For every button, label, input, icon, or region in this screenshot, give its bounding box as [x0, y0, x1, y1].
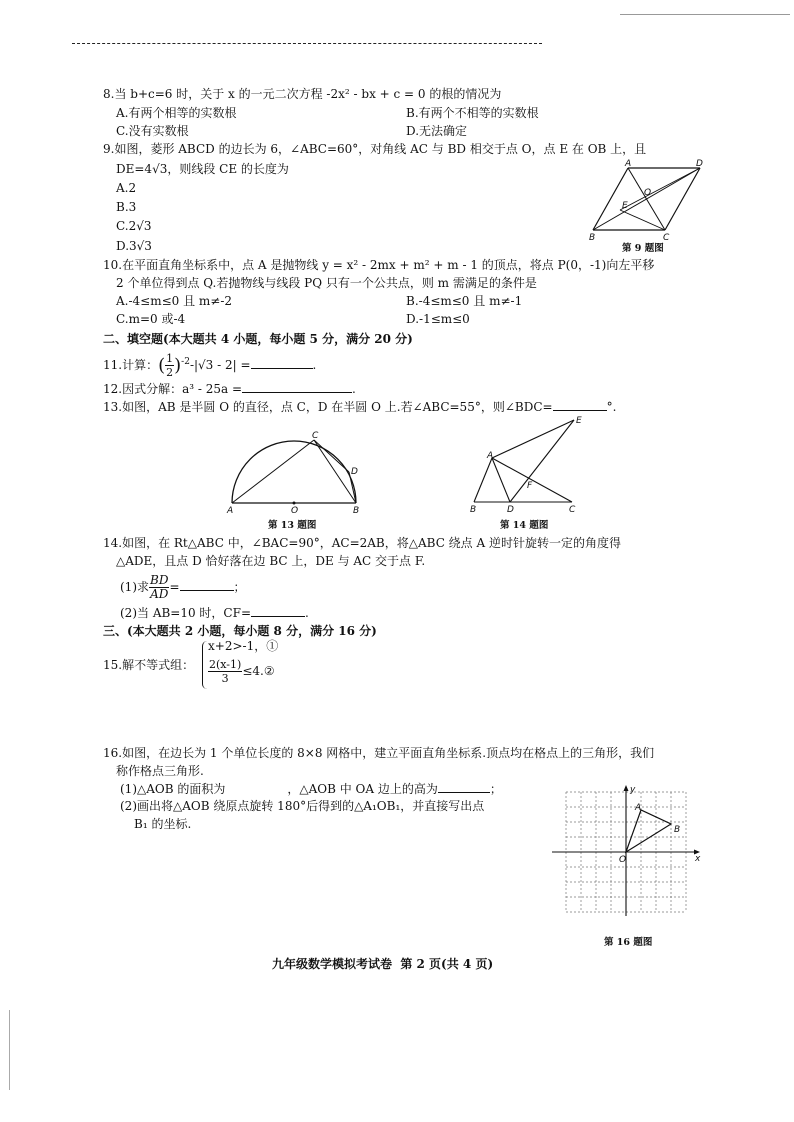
q10-option-d: D.-1≤m≤0: [406, 312, 470, 326]
scan-margin-line: [9, 1010, 10, 1090]
edge-ab: [474, 458, 492, 502]
q16-area-answer-blank[interactable]: [225, 780, 287, 793]
q9-option-b: B.3: [116, 200, 137, 214]
chord-ac: [232, 440, 314, 503]
q15-prefix: 15.解不等式组：: [103, 658, 195, 672]
q12: [103, 380, 356, 398]
q16-part2-line1: (2)画出将△AOB 绕原点旋转 180°后得到的△A₁OB₁，并直接写出点: [120, 799, 485, 813]
label-a: A: [635, 803, 642, 813]
q16-grid-figure: [550, 784, 705, 919]
q14-p1-eq: =: [169, 580, 180, 594]
y-axis-arrow: [624, 785, 629, 791]
label-c: C: [663, 233, 670, 243]
label-e: E: [622, 201, 628, 211]
q8-option-d: D.无法确定: [406, 124, 468, 138]
label-f: F: [527, 481, 533, 491]
label-a: A: [625, 159, 632, 169]
q9-option-c: C.2√3: [116, 219, 152, 233]
q16-height-answer-blank[interactable]: [438, 780, 490, 793]
diagonal-bd: [593, 168, 700, 230]
q15-inequality-2: [208, 658, 275, 685]
q15-ineq2-numerator: 2(x-1): [209, 658, 242, 671]
label-b: B: [674, 825, 681, 835]
q14-part1: [120, 574, 246, 601]
q10-line1: 10.在平面直角坐标系中，点 A 是抛物线 y = x² - 2mx + m² + m - 1 的顶点，将点 P(0，-1)向左平移: [103, 258, 655, 272]
q9-caption: 第 9 题图: [622, 243, 664, 254]
q16-caption: 第 16 题图: [604, 937, 653, 948]
q10-option-b: B.-4≤m≤0 且 m≠-1: [406, 294, 523, 308]
q13-caption: 第 13 题图: [268, 520, 317, 531]
label-d: D: [351, 467, 358, 477]
label-b: B: [470, 505, 477, 515]
q11-numerator: 1: [166, 352, 174, 365]
q8-stem: 8.当 b+c=6 时，关于 x 的一元二次方程 -2x² - bx + c = 0 的根的情况为: [103, 87, 502, 101]
q14-p2-text: (2)当 AB=10 时，CF=: [120, 606, 251, 620]
q13-end: °.: [606, 400, 617, 414]
q9-line1: 9.如图，菱形 ABCD 的边长为 6，∠ABC=60°，对角线 AC 与 BD 相交于点 O，点 E 在 OB 上，且: [103, 142, 647, 156]
edge-ac: [492, 458, 572, 502]
q14-p1-numerator: BD: [150, 573, 169, 587]
q16-p1-end: ；: [489, 782, 502, 796]
chord-cd: [314, 440, 349, 472]
label-o: O: [291, 506, 299, 514]
q15-inequality-1: x+2>-1，①: [208, 639, 279, 653]
label-y: y: [630, 785, 636, 795]
edge-de: [510, 420, 574, 502]
center-o: [293, 502, 296, 505]
q11-rest: -|√3 - 2| =: [189, 358, 251, 372]
label-c: C: [312, 431, 319, 441]
edge-ad: [492, 458, 510, 502]
q8-option-a: A.有两个相等的实数根: [116, 106, 237, 120]
q10-option-c: C.m=0 或-4: [116, 312, 186, 326]
edge-ae: [492, 420, 574, 458]
q12-end: .: [352, 382, 356, 396]
chord-cb: [314, 440, 356, 503]
q9-option-a: A.2: [116, 181, 137, 195]
q15-ineq2-rest: ≤4.②: [242, 664, 275, 678]
label-c: C: [569, 505, 576, 515]
q11-exponent: -2: [181, 357, 190, 367]
q10-option-a: A.-4≤m≤0 且 m≠-2: [116, 294, 233, 308]
q9-line2: DE=4√3，则线段 CE 的长度为: [116, 162, 289, 176]
label-e: E: [576, 416, 582, 426]
q16-line2: 称作格点三角形.: [116, 764, 204, 778]
q16-p1-text-a: (1)△AOB 的面积为: [120, 782, 226, 796]
q13-answer-blank[interactable]: [553, 398, 607, 411]
q14-p2-answer-blank[interactable]: [251, 604, 305, 617]
segment-ce: [620, 210, 665, 230]
label-a: A: [487, 451, 494, 461]
q14-part2: [120, 604, 309, 622]
q14-caption: 第 14 题图: [500, 520, 549, 531]
q13-text: 13.如图，AB 是半圆 O 的直径，点 C，D 在半圆 O 上.若∠ABC=55°，则∠BDC=: [103, 400, 553, 414]
label-o: O: [644, 188, 652, 198]
section-2-heading: 二、填空题(本大题共 4 小题，每小题 5 分，满分 20 分): [103, 332, 413, 346]
q13-semicircle-figure: [222, 428, 372, 514]
q16-part2-line2: B₁ 的坐标.: [134, 817, 192, 831]
q14-line1: 14.如图，在 Rt△ABC 中，∠BAC=90°，AC=2AB，将△ABC 绕点 A 逆时针旋转一定的角度得: [103, 536, 621, 550]
section-3-heading: 三、(本大题共 2 小题，每小题 8 分，满分 16 分): [103, 624, 377, 638]
q11-end: .: [312, 358, 317, 372]
q14-rotation-figure: [462, 412, 592, 516]
q9-option-d: D.3√3: [116, 239, 152, 253]
q8-option-b: B.有两个不相等的实数根: [406, 106, 539, 120]
label-b: B: [353, 506, 360, 514]
q11-answer-blank[interactable]: [251, 356, 313, 369]
q14-line2: △ADE，且点 D 恰好落在边 BC 上，DE 与 AC 交于点 F.: [116, 554, 426, 568]
semicircle-arc: [232, 441, 356, 503]
q14-p1-answer-blank[interactable]: [180, 578, 234, 591]
q11: 11.计算：( $\frac{1}{2}$ )$^{-2}$-|√3 - 2| = .: [103, 352, 317, 379]
label-b: B: [589, 233, 596, 243]
q12-answer-blank[interactable]: [242, 380, 352, 393]
q9-rhombus-figure: [585, 158, 710, 250]
q10-line2: 2 个单位得到点 Q.若抛物线与线段 PQ 只有一个公共点，则 m 需满足的条件是: [116, 276, 537, 290]
q14-p2-end: .: [305, 606, 309, 620]
q16-line1: 16.如图，在边长为 1 个单位长度的 8×8 网格中，建立平面直角坐标系.顶点均在格点上的三角形，我们: [103, 746, 655, 760]
q11-prefix: 11.计算：: [103, 358, 159, 372]
q16-p1-text-b: ，△AOB 中 OA 边上的高为: [287, 782, 438, 796]
q11-denominator: 2: [166, 366, 174, 379]
label-a: A: [227, 506, 234, 514]
label-d: D: [507, 505, 514, 515]
top-right-rule: [620, 14, 790, 15]
label-x: x: [695, 854, 701, 864]
label-d: D: [696, 159, 703, 169]
q14-p1-end: ；: [233, 580, 246, 594]
q8-option-c: C.没有实数根: [116, 124, 189, 138]
q16-part1: [120, 780, 502, 798]
top-dashed-rule: [72, 43, 542, 44]
page-footer: 九年级数学模拟考试卷 第 2 页(共 4 页): [272, 957, 494, 971]
q12-text: 12.因式分解：a³ - 25a =: [103, 382, 243, 396]
q14-p1-denominator: AD: [150, 587, 169, 601]
q15-ineq2-denominator: 3: [221, 672, 229, 685]
triangle-aob: [626, 810, 671, 852]
label-o: O: [619, 855, 627, 865]
edge-ab: [593, 168, 628, 230]
q14-p1-prefix: (1)求: [120, 580, 149, 594]
